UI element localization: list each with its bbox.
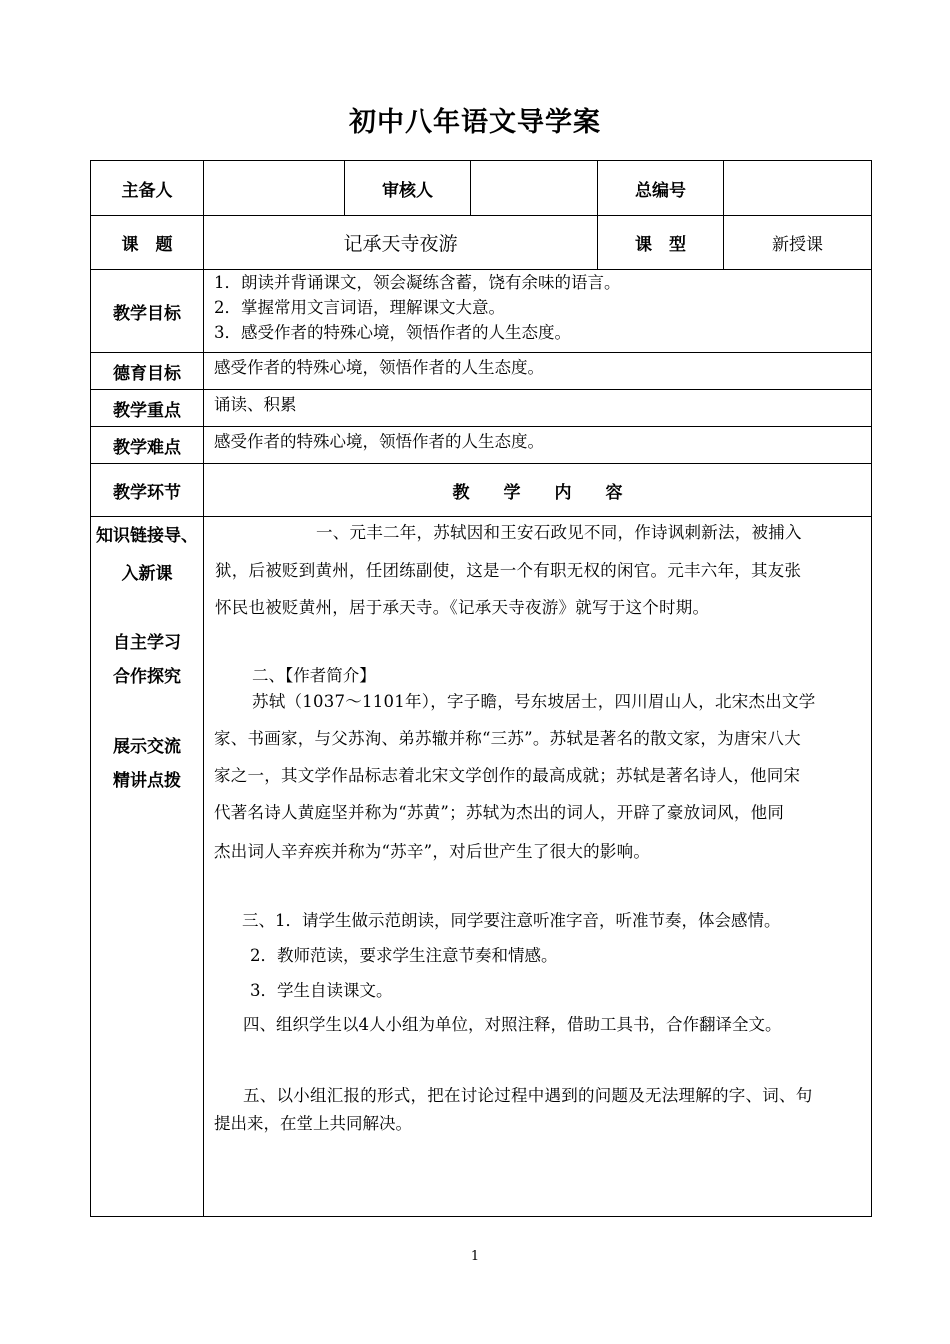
- type-value: 新授课: [772, 235, 823, 255]
- preparer-label: 主备人: [121, 180, 173, 201]
- reviewer-value: [471, 161, 597, 215]
- stage-knowledge-link: 知识链接导、: [96, 526, 198, 546]
- stage-presentation: 展示交流: [113, 737, 181, 757]
- goal-item: 3．感受作者的特殊心境，领悟作者的人生态度。: [214, 323, 571, 342]
- stage-label: 教学环节: [113, 482, 181, 503]
- content-line: 代著名诗人黄庭坚并称为“苏黄”；苏轼为杰出的词人，开辟了豪放词风，他同: [214, 803, 785, 822]
- content-line: 五、以小组汇报的形式，把在讨论过程中遇到的问题及无法理解的字、词、句: [243, 1086, 813, 1105]
- topic-label: 课 题: [121, 235, 173, 255]
- page-number: 1: [470, 1249, 480, 1264]
- key-value: 诵读、积累: [214, 395, 297, 414]
- content-header: 教 学 内 容: [452, 482, 623, 503]
- goal-item: 2．掌握常用文言词语，理解课文大意。: [214, 298, 505, 317]
- stage-cooperation: 合作探究: [113, 667, 181, 687]
- content-line: 家之一，其文学作品标志着北宋文学创作的最高成就；苏轼是著名诗人，他同宋: [214, 766, 801, 785]
- content-line: 2．教师范读，要求学生注意节奏和情感。: [250, 946, 558, 965]
- key-label: 教学重点: [113, 400, 181, 421]
- stage-explanation: 精讲点拨: [113, 771, 181, 791]
- type-label: 课 型: [635, 235, 686, 255]
- content-line: 怀民也被贬黄州，居于承天寺。《记承天寺夜游》就写于这个时期。: [215, 598, 710, 617]
- reviewer-label: 审核人: [382, 180, 433, 201]
- content-line: 苏轼（1037～1101年），字子瞻，号东坡居士，四川眉山人，北宋杰出文学: [252, 692, 816, 711]
- difficulty-label: 教学难点: [113, 437, 181, 458]
- preparer-value: [204, 161, 344, 215]
- document-title: 初中八年语文导学案: [349, 107, 601, 138]
- content-line: 3．学生自读课文。: [250, 981, 393, 1000]
- goals-label: 教学目标: [113, 303, 181, 324]
- moral-label: 德育目标: [113, 363, 181, 384]
- content-heading: 二、【作者简介】: [252, 666, 376, 685]
- stage-self-study: 自主学习: [113, 633, 181, 653]
- content-line: 三、1．请学生做示范朗读，同学要注意听准字音，听准节奏，体会感情。: [242, 911, 781, 930]
- serial-value: [724, 161, 871, 215]
- content-line: 家、书画家，与父苏洵、弟苏辙并称“三苏”。苏轼是著名的散文家，为唐宋八大: [214, 729, 801, 748]
- difficulty-value: 感受作者的特殊心境，领悟作者的人生态度。: [214, 432, 544, 451]
- content-line: 杰出词人辛弃疾并称为“苏辛”，对后世产生了很大的影响。: [214, 842, 651, 861]
- content-line: 一、元丰二年，苏轼因和王安石政见不同，作诗讽刺新法，被捕入: [316, 523, 802, 542]
- moral-value: 感受作者的特殊心境，领悟作者的人生态度。: [214, 358, 544, 377]
- goal-item: 1．朗读并背诵课文，领会凝练含蓄，饶有余味的语言。: [214, 273, 621, 292]
- stage-intro: 入新课: [121, 564, 173, 584]
- serial-label: 总编号: [635, 180, 686, 201]
- content-line: 四、组织学生以4人小组为单位，对照注释，借助工具书，合作翻译全文。: [243, 1015, 782, 1034]
- content-line: 狱，后被贬到黄州，任团练副使，这是一个有职无权的闲官。元丰六年，其友张: [215, 561, 802, 580]
- topic-value: 记承天寺夜游: [343, 233, 458, 255]
- content-line: 提出来，在堂上共同解决。: [214, 1114, 412, 1133]
